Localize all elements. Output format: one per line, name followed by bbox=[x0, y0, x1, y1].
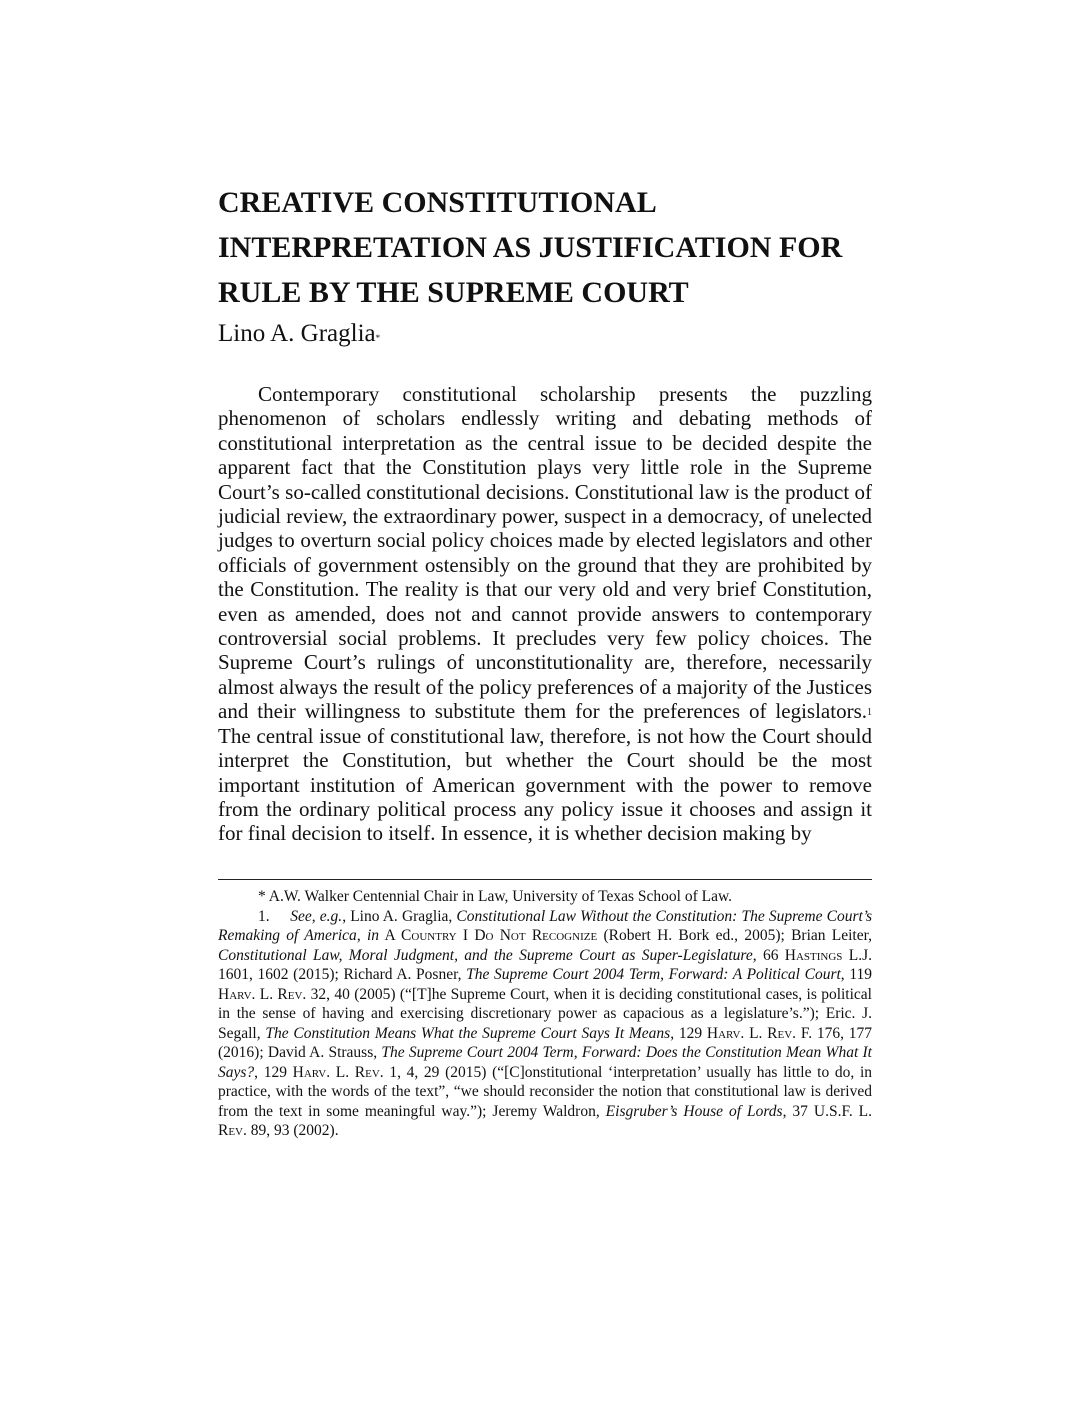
fn1-book-title: A Country I Do Not Recognize bbox=[379, 927, 598, 944]
fn1-article-title: Eisgruber’s House of Lords bbox=[605, 1102, 783, 1120]
fn1-text: , bbox=[356, 927, 367, 944]
fn1-journal: Rev. bbox=[218, 1122, 247, 1139]
fn1-article-title: The Supreme Court 2004 Term, Forward: Does the Constitution Mean What It Says? bbox=[218, 1044, 872, 1081]
fn1-text: F. 176, 177 (2016); David A. Strauss, bbox=[218, 1024, 872, 1061]
fn1-text: , 37 U.S.F. L. bbox=[782, 1102, 872, 1120]
fn1-text: (Robert H. Bork ed., 2005); Brian Leiter, bbox=[597, 927, 873, 944]
fn1-article-title: The Supreme Court 2004 Term, Forward: A Political Court bbox=[466, 966, 841, 983]
footnote-1 bbox=[218, 907, 872, 1141]
fn1-text: , 129 bbox=[254, 1063, 293, 1081]
fn1-text: , 119 bbox=[840, 966, 872, 983]
footnotes bbox=[218, 887, 872, 1141]
fn1-text: 32, 40 (2005) (“[T]he Supreme Court, when it is deciding constitutional cases, is political in the sense of having and exercising discretionary power as capacious as a legislature’s.”); Eric. J. Segall, bbox=[218, 985, 872, 1042]
fn1-text: 89, 93 (2002). bbox=[246, 1122, 339, 1139]
fn1-journal: Hastings bbox=[784, 946, 843, 964]
fn1-text: L.J. 1601, 1602 (2015); Richard A. Posner, bbox=[218, 946, 873, 983]
fn1-journal: Harv. L. Rev. bbox=[292, 1063, 384, 1081]
fn1-text: , Lino A. Graglia, bbox=[342, 907, 457, 925]
fn1-text: 1, 4, 29 (2015) (“[C]onstitutional ‘interpretation’ usually has little to do, in practice, with the words of the text”, “we should reconsider the notion that constitutional law is derived from the text in some meaningful way.”); Jeremy Waldron, bbox=[218, 1063, 873, 1120]
fn1-journal: Harv. L. Rev. bbox=[706, 1024, 797, 1042]
body-text-part-1: Contemporary constitutional scholarship presents the puzzling phenomenon of scholars endlessly writing and debating methods of constitutional interpretation as the central issue to be decided despite the apparent fact that the Constitution plays very little role in the Supreme Court’s so-called constitutional decisions. Constitutional law is the product of judicial review, the extraordinary power, suspect in a democracy, of unelected judges to overturn social policy choices made by elected legislators and other officials of government ostensibly on the ground that they are prohibited by the Constitution. The reality is that our very old and very brief Constitution, even as amended, does not and cannot provide answers to contemporary controversial social problems. It precludes very few policy choices. The Supreme Court’s rulings of unconstitutionality are, therefore, necessarily almost always the result of the policy preferences of a majority of the Justices and their willingness to substitute them for the preferences of legislators. bbox=[218, 382, 872, 724]
author-line bbox=[218, 318, 380, 350]
fn1-article-title: The Constitution Means What the Supreme Court Says It Means bbox=[265, 1024, 671, 1042]
footnote-reference-1[interactable]: 1 bbox=[867, 707, 872, 719]
article-title: CREATIVE CONSTITUTIONAL INTERPRETATION AS JUSTIFICATION FOR RULE BY THE SUPREME COURT bbox=[218, 186, 843, 309]
fn1-article-title: Constitutional Law, Moral Judgment, and the Supreme Court as Super-Legislature bbox=[218, 946, 753, 964]
body-paragraph bbox=[218, 382, 872, 846]
body-text-part-2: The central issue of constitutional law, therefore, is not how the Court should interpret the Constitution, but whether the Court should be the most important institution of American government with the power to remove from the ordinary political process any policy issue it chooses and assign it for final decision to itself. In essence, it is whether decision making by bbox=[218, 723, 872, 846]
author-name: Lino A. Graglia bbox=[218, 320, 376, 347]
author-footnote-mark[interactable]: * bbox=[375, 333, 381, 343]
footnote-1-number: 1. bbox=[258, 907, 270, 925]
fn1-text: , 66 bbox=[752, 946, 785, 964]
fn1-article-title: Constitutional Law Without the Constitution: The Supreme Court’s Remaking of America bbox=[218, 907, 873, 944]
footnote-star: * A.W. Walker Centennial Chair in Law, University of Texas School of Law. bbox=[258, 888, 733, 905]
fn1-signal: See, e.g. bbox=[290, 907, 343, 925]
fn1-signal: in bbox=[366, 927, 380, 944]
fn1-journal: Harv. L. Rev. bbox=[218, 985, 307, 1003]
fn1-text: , 129 bbox=[670, 1024, 707, 1042]
footnote-divider bbox=[218, 879, 872, 880]
